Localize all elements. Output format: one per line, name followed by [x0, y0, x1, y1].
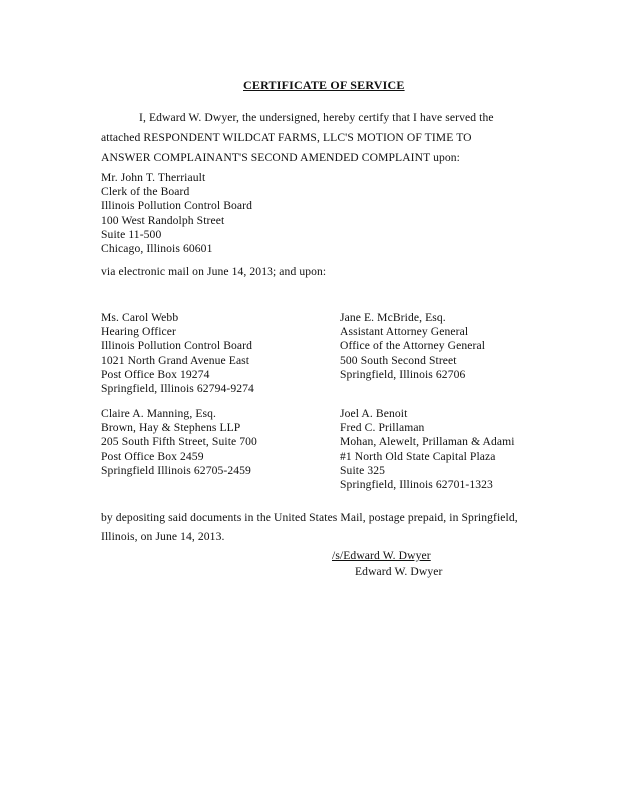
intro-line-2: attached RESPONDENT WILDCAT FARMS, LLC'S MOTION OF TIME TO	[101, 131, 472, 144]
address-line: 205 South Fifth Street, Suite 700	[101, 435, 257, 449]
address-line: Ms. Carol Webb	[101, 311, 179, 324]
recipient-benoit	[340, 407, 515, 492]
recipient-mcbride	[340, 311, 485, 382]
address-line: 500 South Second Street	[340, 353, 457, 367]
address-line: Brown, Hay & Stephens LLP	[101, 421, 241, 435]
document-title: CERTIFICATE OF SERVICE	[243, 78, 405, 92]
address-line: Jane E. McBride, Esq.	[340, 311, 446, 324]
address-line: Clerk of the Board	[101, 185, 190, 199]
address-line: Springfield, Illinois 62794-9274	[101, 382, 254, 396]
first-recipient-address	[101, 171, 252, 256]
address-line: Post Office Box 19274	[101, 367, 210, 381]
address-line: Mr. John T. Therriault	[101, 171, 206, 184]
address-line: 1021 North Grand Avenue East	[101, 353, 250, 367]
address-line: Illinois Pollution Control Board	[101, 199, 253, 213]
address-line: Office of the Attorney General	[340, 339, 486, 353]
address-line: Springfield Illinois 62705-2459	[101, 463, 251, 477]
address-line: Chicago, Illinois 60601	[101, 242, 213, 256]
address-line: Fred C. Prillaman	[340, 421, 425, 435]
address-line: Claire A. Manning, Esq.	[101, 407, 217, 420]
address-line: Springfield, Illinois 62706	[340, 367, 466, 381]
recipient-manning	[101, 407, 257, 478]
signatory-name: Edward W. Dwyer	[355, 565, 443, 578]
recipient-webb	[101, 311, 254, 396]
intro-line-3: ANSWER COMPLAINANT'S SECOND AMENDED COMPLAINT upon:	[101, 151, 460, 164]
address-line: Illinois Pollution Control Board	[101, 339, 253, 353]
address-line: Hearing Officer	[101, 325, 176, 339]
electronic-signature	[318, 549, 459, 563]
closing-line-2: Illinois, on June 14, 2013.	[101, 530, 225, 543]
address-line: Suite 325	[340, 463, 386, 477]
address-line: Joel A. Benoit	[340, 407, 408, 420]
address-line: Mohan, Alewelt, Prillaman & Adami	[340, 435, 515, 449]
address-line: Suite 11-500	[101, 227, 162, 241]
address-line: #1 North Old State Capital Plaza	[340, 449, 496, 463]
address-line: Springfield, Illinois 62701-1323	[340, 478, 493, 492]
address-line: Assistant Attorney General	[340, 325, 469, 339]
closing-line-1: by depositing said documents in the United States Mail, postage prepaid, in Springfield,	[101, 511, 518, 524]
address-line: 100 West Randolph Street	[101, 213, 225, 227]
signature-text: /s/Edward W. Dwyer	[332, 549, 431, 562]
electronic-service-line: via electronic mail on June 14, 2013; and upon:	[101, 265, 327, 278]
intro-line-1: I, Edward W. Dwyer, the undersigned, hereby certify that I have served the	[139, 111, 494, 124]
address-line: Post Office Box 2459	[101, 449, 204, 463]
